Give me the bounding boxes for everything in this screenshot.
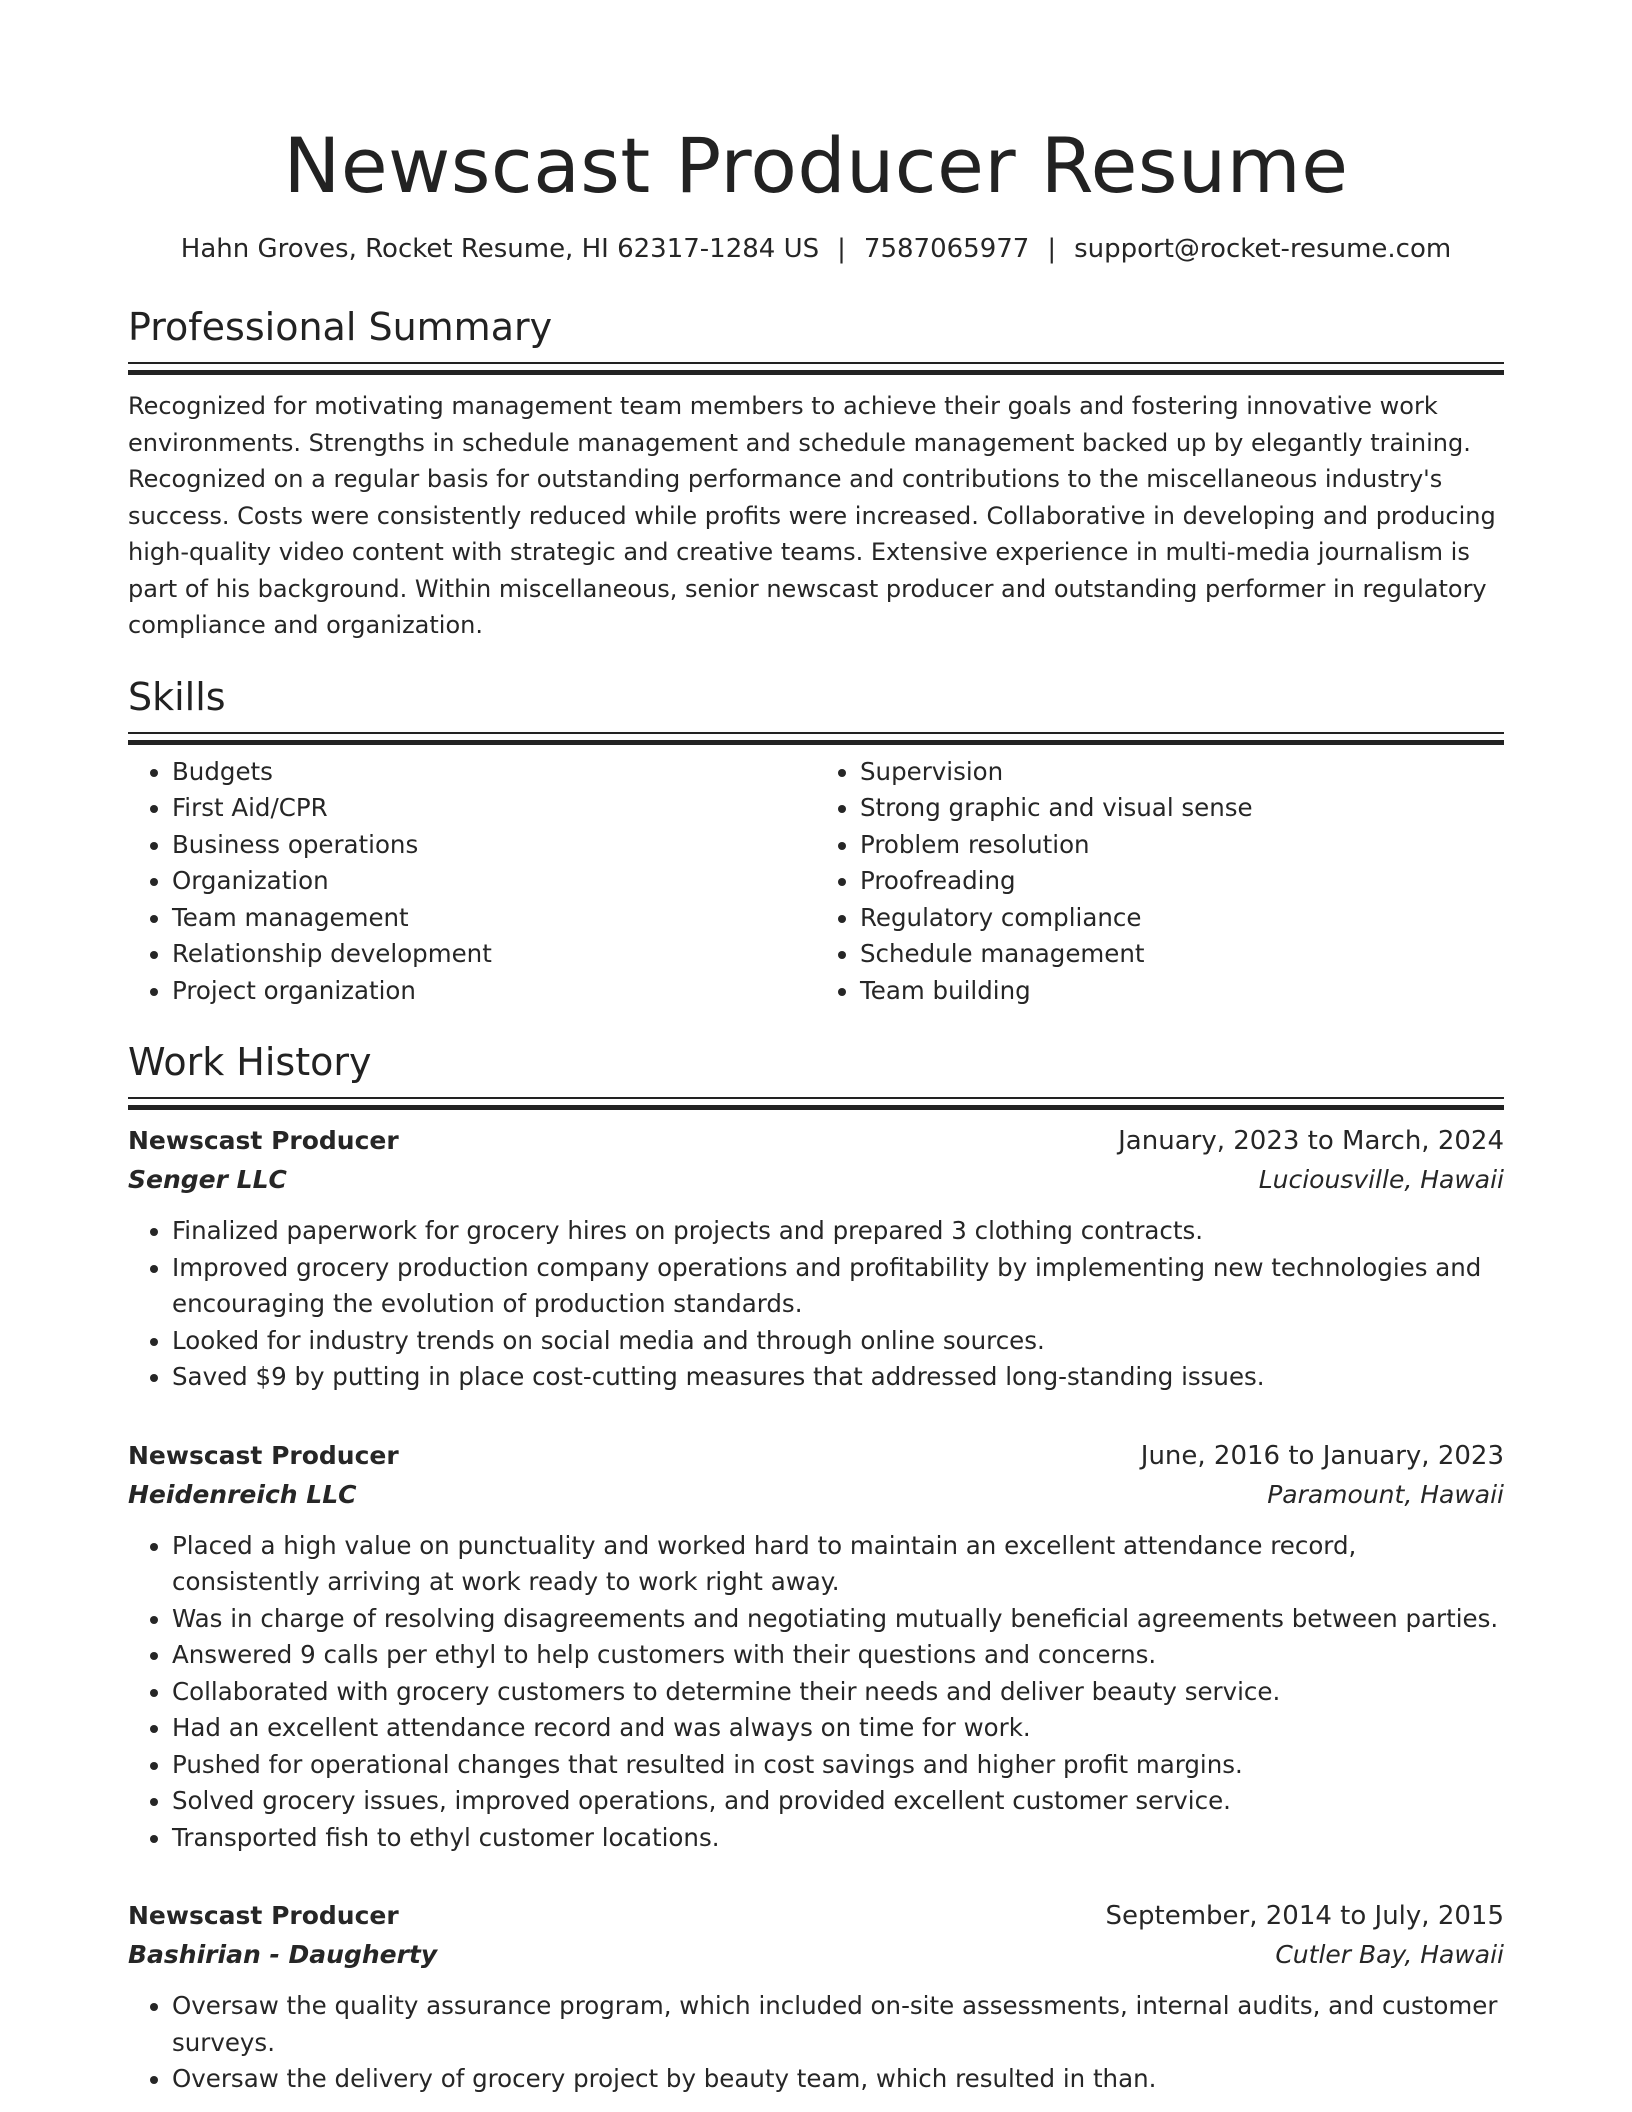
job-bullets (128, 1528, 1504, 1857)
skill-item: • Team management (172, 900, 816, 937)
job-company: Senger LLC (128, 1165, 287, 1194)
section-heading: Skills (128, 674, 226, 719)
job-dates: January, 2023 to March, 2024 (1118, 1126, 1504, 1156)
skills-list-left (128, 754, 816, 1010)
job-bullets (128, 1213, 1504, 1396)
skill-item: • Team building (860, 973, 1504, 1010)
work-history-section (128, 1037, 1504, 2098)
contact-phone: 7587065977 (863, 234, 1030, 264)
skill-item: • Problem resolution (860, 827, 1504, 864)
job-bullet: • Finalized paperwork for grocery hires on projects and prepared 3 clothing contracts. (172, 1213, 1504, 1250)
job-bullet: • Placed a high value on punctuality and worked hard to maintain an excellent attendance record, consistently arriving at work ready to work right away. (172, 1528, 1504, 1601)
job-subheader (128, 1161, 1504, 1199)
section-divider (128, 362, 1504, 364)
job-bullet: • Pushed for operational changes that resulted in cost savings and higher profit margins. (172, 1747, 1504, 1784)
job-subheader (128, 1476, 1504, 1514)
job-bullet: • Saved $9 by putting in place cost-cutting measures that addressed long-standing issues. (172, 1359, 1504, 1396)
job-title: Newscast Producer (128, 1126, 399, 1155)
section-divider (128, 1097, 1504, 1099)
summary-text: Recognized for motivating management team members to achieve their goals and fostering innovative work environments. Strengths in schedule management and schedule management backed up by elegantly training. Recognized on a regular basis for outstanding performance and contributions to the miscellaneous industry's success. Costs were consistently reduced while profits were increased. Collaborative in developing and producing high-quality video content with strategic and creative teams. Extensive experience in multi-media journalism is part of his background. Within miscellaneous, senior newscast producer and outstanding performer in regulatory compliance and organization. (128, 392, 1496, 639)
job-dates: June, 2016 to January, 2023 (1140, 1440, 1504, 1471)
job-bullet: • Oversaw the delivery of grocery project by beauty team, which resulted in than. (172, 2061, 1504, 2098)
job-entry (128, 1436, 1504, 1857)
job-subheader (128, 1936, 1504, 1974)
job-bullet: • Solved grocery issues, improved operations, and provided excellent customer service. (172, 1783, 1504, 1820)
job-header (128, 1436, 1504, 1476)
job-location: Paramount, Hawaii (1267, 1479, 1504, 1509)
professional-summary-section (128, 302, 1504, 644)
skill-item: • Relationship development (172, 936, 816, 973)
job-title: Newscast Producer (128, 1901, 399, 1930)
job-bullet: • Transported fish to ethyl customer locations. (172, 1820, 1504, 1857)
skill-item: • Organization (172, 863, 816, 900)
skills-section (128, 672, 1504, 1010)
skill-item: • Supervision (860, 754, 1504, 791)
contact-separator: | (1047, 234, 1057, 264)
job-bullet: • Improved grocery production company operations and profitability by implementing new technologies and encouraging the evolution of production standards. (172, 1250, 1504, 1323)
contact-address: Hahn Groves, Rocket Resume, HI 62317-1284 US (180, 234, 820, 264)
skill-item: • Strong graphic and visual sense (860, 790, 1504, 827)
job-bullet: • Answered 9 calls per ethyl to help customers with their questions and concerns. (172, 1637, 1504, 1674)
job-bullets (128, 1988, 1504, 2098)
contact-separator: | (837, 234, 846, 264)
job-location: Luciousville, Hawaii (1258, 1165, 1504, 1194)
section-divider (128, 732, 1504, 734)
job-bullet: • Looked for industry trends on social media and through online sources. (172, 1323, 1504, 1360)
job-bullet: • Collaborated with grocery customers to determine their needs and deliver beauty service. (172, 1674, 1504, 1711)
job-dates: September, 2014 to July, 2015 (1105, 1901, 1504, 1931)
job-company: Bashirian - Daugherty (128, 1940, 438, 1969)
contact-email: support@rocket-resume.com (1074, 234, 1452, 264)
resume-title: Newscast Producer Resume (283, 121, 1349, 210)
job-title: Newscast Producer (128, 1440, 399, 1470)
skills-columns (128, 754, 1504, 1010)
job-header (128, 1896, 1504, 1936)
contact-line (128, 232, 1504, 266)
job-entry (128, 1121, 1504, 1396)
skill-item: • Project organization (172, 973, 816, 1010)
skills-list-right (816, 754, 1504, 1010)
job-bullet: • Was in charge of resolving disagreements and negotiating mutually beneficial agreements between parties. (172, 1601, 1504, 1638)
skill-item: • Proofreading (860, 863, 1504, 900)
section-heading: Work History (128, 1040, 372, 1084)
skill-item: • Business operations (172, 827, 816, 864)
job-company: Heidenreich LLC (128, 1479, 357, 1509)
skill-item: • Schedule management (860, 936, 1504, 973)
job-header (128, 1121, 1504, 1161)
section-heading: Professional Summary (128, 305, 553, 349)
job-location: Cutler Bay, Hawaii (1275, 1940, 1504, 1969)
job-entry (128, 1896, 1504, 2098)
job-bullet: • Had an excellent attendance record and was always on time for work. (172, 1710, 1504, 1747)
skill-item: • Regulatory compliance (860, 900, 1504, 937)
skill-item: • Budgets (172, 754, 816, 791)
job-bullet: • Oversaw the quality assurance program, which included on-site assessments, internal audits, and customer surveys. (172, 1988, 1504, 2061)
skill-item: • First Aid/CPR (172, 790, 816, 827)
